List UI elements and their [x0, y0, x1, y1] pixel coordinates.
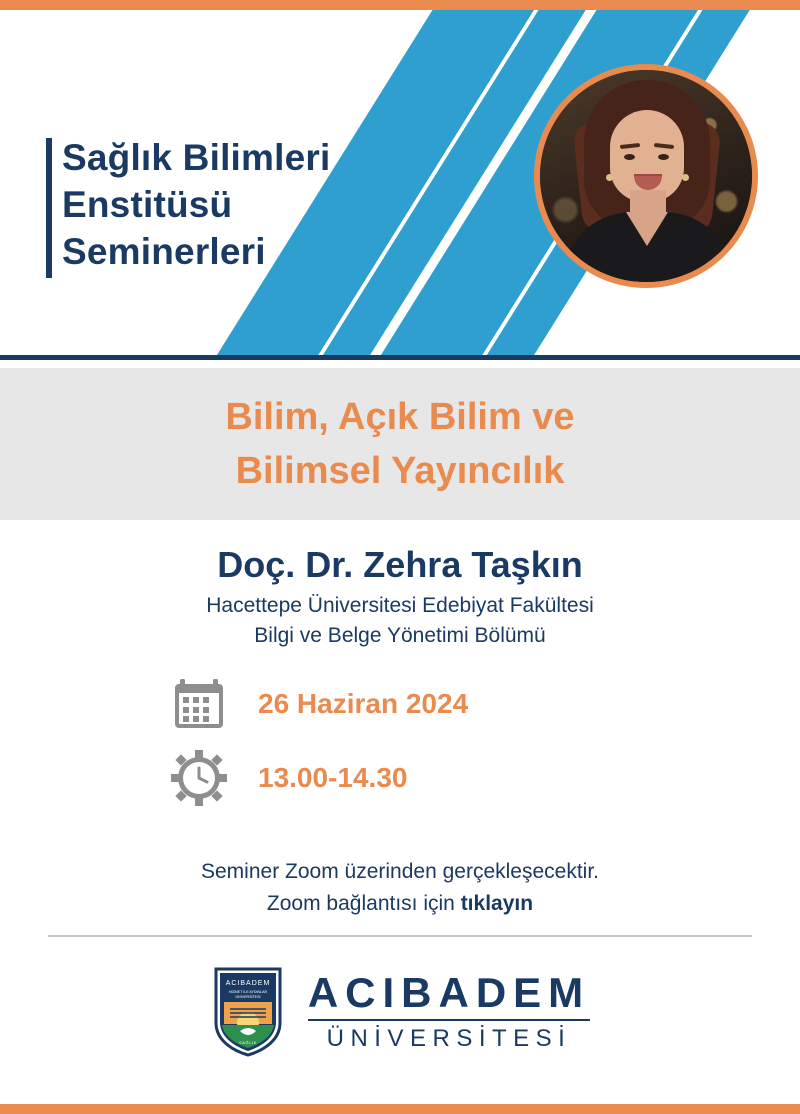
- footer-divider: [48, 935, 752, 937]
- page-title-line-3: Seminerleri: [62, 231, 266, 272]
- portrait-earring-left: [606, 174, 613, 181]
- zoom-link[interactable]: tıklayın: [460, 892, 534, 915]
- page-title: [62, 134, 492, 275]
- clock-icon: [170, 749, 228, 807]
- wordmark-rule: [308, 1019, 590, 1021]
- top-accent-bar: [0, 0, 800, 10]
- svg-text:HİZMET İLE AYDINLAR: HİZMET İLE AYDINLAR: [228, 990, 267, 994]
- university-crest-icon: [210, 965, 286, 1057]
- speaker-affiliation-line-2: Bilgi ve Belge Yönetimi Bölümü: [254, 624, 546, 647]
- svg-text:ÜNİVERSİTESİ: ÜNİVERSİTESİ: [235, 995, 261, 999]
- seminar-subject: [185, 390, 614, 498]
- zoom-note-line-1: Seminer Zoom üzerinden gerçekleşecektir.: [200, 860, 599, 883]
- event-time: 13.00-14.30: [258, 762, 408, 793]
- zoom-note-line-2: [0, 888, 800, 920]
- zoom-note: [0, 856, 800, 920]
- svg-text:ACIBADEM: ACIBADEM: [225, 980, 271, 987]
- seminar-subject-band: [0, 368, 800, 520]
- event-date-row: [0, 675, 800, 733]
- speaker-affiliation-line-1: Hacettepe Üniversitesi Edebiyat Fakültesi: [206, 594, 594, 617]
- header-divider: [0, 355, 800, 360]
- wordmark-subtitle: ÜNİVERSİTESİ: [326, 1025, 572, 1052]
- calendar-icon: [170, 675, 228, 733]
- portrait-eye-right: [658, 154, 669, 160]
- event-time-row: [0, 749, 800, 807]
- bottom-accent-bar: [0, 1104, 800, 1114]
- portrait-earring-right: [682, 174, 689, 181]
- speaker-block: [0, 543, 800, 651]
- portrait-eye-left: [624, 154, 635, 160]
- zoom-note-prefix: Zoom bağlantısı için: [266, 892, 461, 915]
- university-logo: [0, 965, 800, 1057]
- poster-header: [0, 10, 800, 355]
- svg-text:SAĞLIK: SAĞLIK: [238, 1040, 257, 1045]
- page-title-line-1: Sağlık Bilimleri: [62, 137, 331, 178]
- seminar-subject-line-2: Bilimsel Yayıncılık: [235, 450, 565, 492]
- title-accent-bar: [46, 138, 52, 278]
- page-title-line-2: Enstitüsü: [62, 184, 233, 225]
- seminar-subject-line-1: Bilim, Açık Bilim ve: [225, 396, 575, 438]
- university-wordmark: [308, 969, 590, 1053]
- speaker-affiliation: [0, 591, 800, 651]
- speaker-portrait: [540, 70, 752, 282]
- event-date: 26 Haziran 2024: [258, 688, 469, 719]
- speaker-name: Doç. Dr. Zehra Taşkın: [217, 544, 583, 585]
- event-details: [0, 675, 800, 823]
- wordmark-name: ACIBADEM: [307, 969, 591, 1016]
